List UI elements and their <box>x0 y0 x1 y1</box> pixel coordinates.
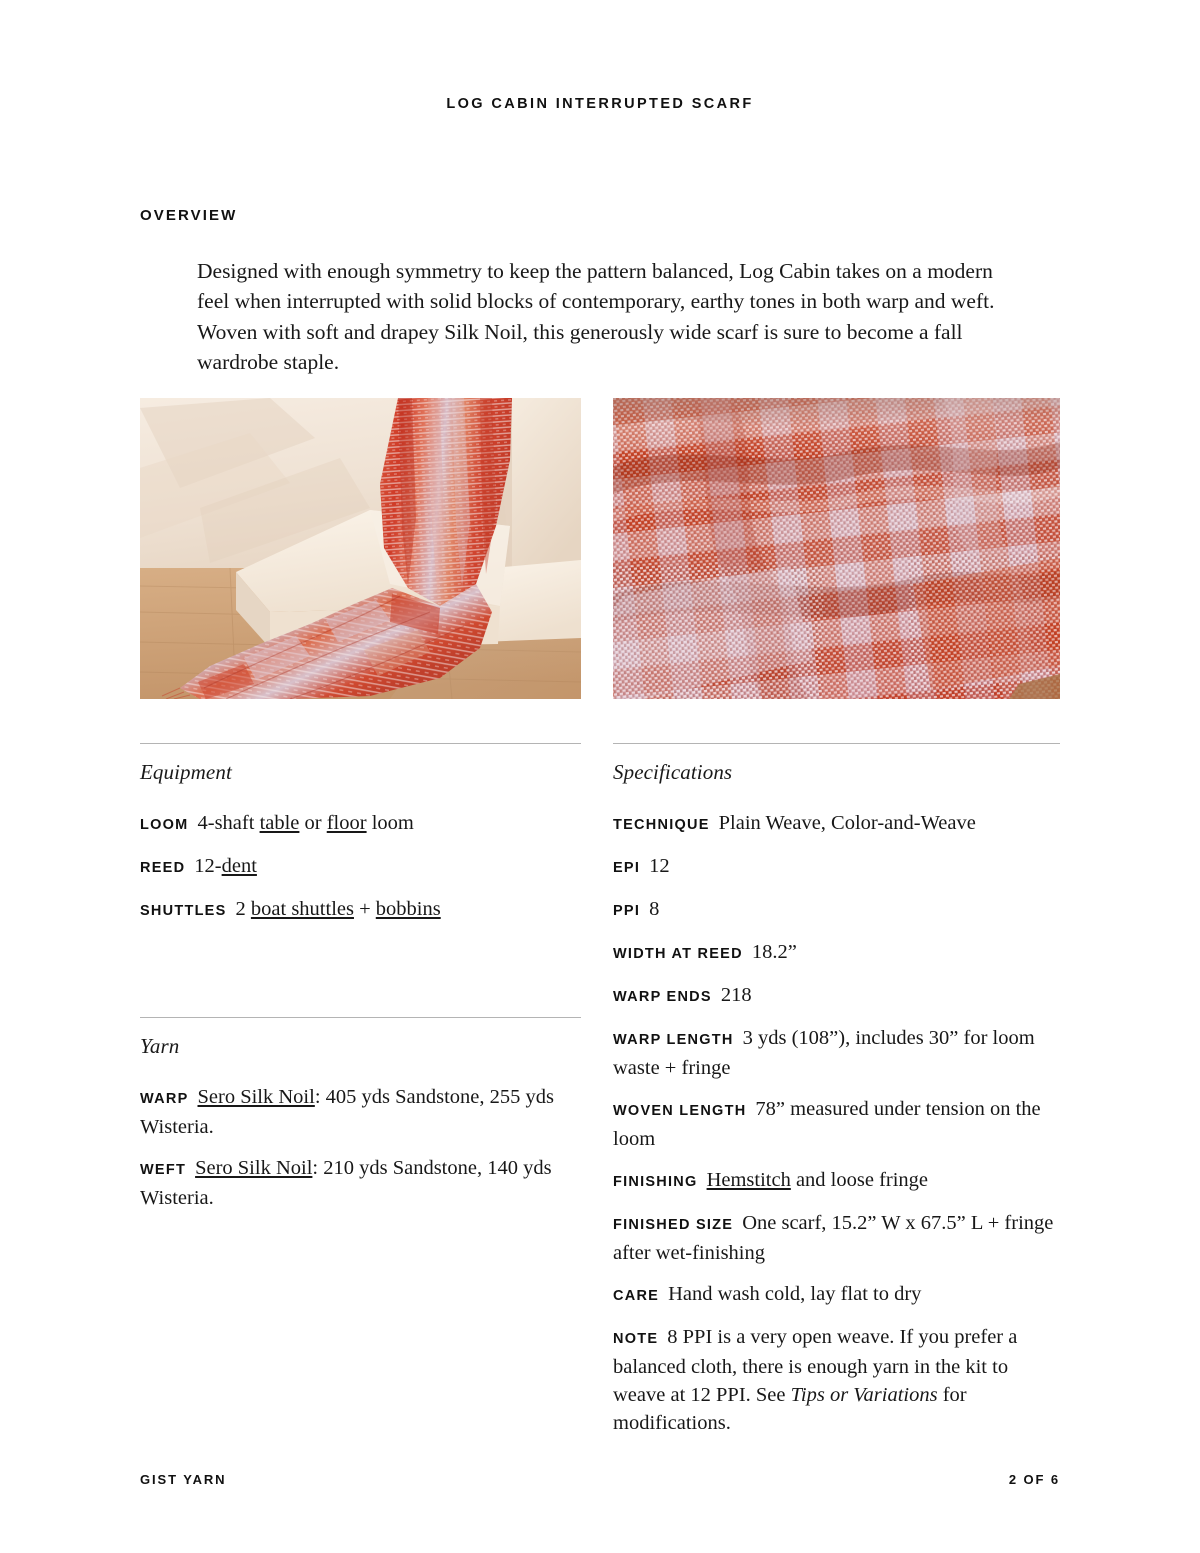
note-value-post: for modifications. <box>613 1384 967 1434</box>
spec-value-width-at-reed: 18.2” <box>751 941 797 963</box>
spec-label-care: CARE <box>613 1288 660 1304</box>
loom-table-link[interactable]: table <box>259 812 300 834</box>
equipment-column <box>140 743 581 925</box>
hemstitch-link[interactable]: Hemstitch <box>706 1169 791 1191</box>
spec-label-finishing: FINISHING <box>613 1174 698 1190</box>
spec-label-note: NOTE <box>613 1331 659 1347</box>
spec-label-warp-length: WARP LENGTH <box>613 1032 734 1048</box>
yarn-column <box>140 1017 581 1212</box>
yarn-title: Yarn <box>140 1034 180 1058</box>
footer-brand: GIST YARN <box>140 1472 227 1487</box>
spec-value-woven-length: 78” measured under tension on the loom <box>613 1098 1041 1150</box>
spec-value-finished-size: One scarf, 15.2” W x 67.5” L + fringe after wet-finishing <box>613 1212 1054 1264</box>
overview-paragraph: Designed with enough symmetry to keep the pattern balanced, Log Cabin takes on a modern feel when interrupted with solid blocks of contemporary, earthy tones in both warp and weft. Woven with soft and drapey Silk Noil, this generously wide scarf is sure to become a fall wardrobe staple. <box>197 259 995 375</box>
spec-item-care <box>613 1280 1060 1310</box>
equipment-rule <box>140 743 581 744</box>
boat-shuttles-link[interactable]: boat shuttles <box>250 898 354 920</box>
equipment-value-loom <box>198 812 414 834</box>
specifications-title: Specifications <box>613 760 733 784</box>
equipment-label-loom: LOOM <box>140 817 189 833</box>
spec-value-epi: 12 <box>649 855 670 877</box>
spec-item-finished-size <box>613 1209 1060 1267</box>
yarn-label-weft: WEFT <box>140 1162 187 1178</box>
weft-value-post: : 210 yds Sandstone, 140 yds Wisteria. <box>140 1157 552 1209</box>
spec-value-warp-ends: 218 <box>720 984 752 1006</box>
equipment-value-shuttles <box>236 898 441 920</box>
spec-item-epi <box>613 852 1060 882</box>
reed-value-pre: 12- <box>194 855 222 877</box>
yarn-label-warp: WARP <box>140 1091 189 1107</box>
loom-value-mid: or <box>299 812 327 834</box>
equipment-value-reed <box>194 855 257 877</box>
spec-label-warp-ends: WARP ENDS <box>613 989 712 1005</box>
equipment-item-reed <box>140 852 581 882</box>
spec-label-woven-length: WOVEN LENGTH <box>613 1103 747 1119</box>
spec-value-note <box>613 1326 1017 1434</box>
equipment-label-reed: REED <box>140 860 186 876</box>
note-tips-reference: Tips or Variations <box>790 1384 938 1406</box>
yarn-item-warp <box>140 1083 581 1141</box>
equipment-label-shuttles: SHUTTLES <box>140 903 227 919</box>
spec-item-technique <box>613 809 1060 839</box>
spec-item-warp-length <box>613 1024 1060 1082</box>
spec-label-finished-size: FINISHED SIZE <box>613 1217 734 1233</box>
yarn-rule <box>140 1017 581 1018</box>
spec-label-epi: EPI <box>613 860 641 876</box>
loom-value-pre: 4-shaft <box>197 812 260 834</box>
shuttles-value-mid: + <box>353 898 376 920</box>
photo-scarf-draped-on-blocks <box>140 398 581 699</box>
specifications-list <box>613 809 1060 1437</box>
spec-item-width-at-reed <box>613 938 1060 968</box>
spec-value-warp-length: 3 yds (108”), includes 30” for loom waste + fringe <box>613 1027 1035 1079</box>
yarn-item-weft <box>140 1154 581 1212</box>
note-value-pre: 8 PPI is a very open weave. If you prefer a balanced cloth, there is enough yarn in the kit to weave at 12 PPI. See <box>613 1326 1018 1406</box>
equipment-item-loom <box>140 809 581 839</box>
running-head-title: LOG CABIN INTERRUPTED SCARF <box>446 96 754 112</box>
warp-value-post: : 405 yds Sandstone, 255 yds Wisteria. <box>140 1086 555 1138</box>
photo-scarf-weave-detail <box>613 398 1060 699</box>
shuttles-value-pre: 2 <box>235 898 251 920</box>
page-footer <box>140 1472 1060 1487</box>
spec-item-ppi <box>613 895 1060 925</box>
specifications-rule <box>613 743 1060 744</box>
spec-label-technique: TECHNIQUE <box>613 817 710 833</box>
section-heading-overview: OVERVIEW <box>140 207 238 224</box>
footer-page-number: 2 OF 6 <box>1008 1472 1060 1487</box>
finishing-value-post: and loose fringe <box>790 1169 929 1191</box>
yarn-value-weft <box>140 1157 552 1209</box>
weft-yarn-link[interactable]: Sero Silk Noil <box>195 1157 313 1179</box>
spec-value-ppi: 8 <box>649 898 660 920</box>
spec-value-technique: Plain Weave, Color-and-Weave <box>718 812 976 834</box>
equipment-title: Equipment <box>140 760 232 784</box>
bobbins-link[interactable]: bobbins <box>375 898 441 920</box>
loom-floor-link[interactable]: floor <box>326 812 367 834</box>
yarn-list <box>140 1083 581 1212</box>
spec-label-ppi: PPI <box>613 903 641 919</box>
spec-item-finishing <box>613 1166 1060 1196</box>
equipment-item-shuttles <box>140 895 581 925</box>
warp-yarn-link[interactable]: Sero Silk Noil <box>197 1086 315 1108</box>
spec-item-note <box>613 1323 1060 1437</box>
spec-label-width-at-reed: WIDTH AT REED <box>613 946 743 962</box>
yarn-value-warp <box>140 1086 554 1138</box>
spec-item-warp-ends <box>613 981 1060 1011</box>
specifications-column <box>613 743 1060 1437</box>
loom-value-post: loom <box>366 812 414 834</box>
equipment-list <box>140 809 581 925</box>
spec-item-woven-length <box>613 1095 1060 1153</box>
spec-value-finishing <box>707 1169 928 1191</box>
reed-dent-link[interactable]: dent <box>221 855 257 877</box>
spec-value-care: Hand wash cold, lay flat to dry <box>668 1283 922 1305</box>
